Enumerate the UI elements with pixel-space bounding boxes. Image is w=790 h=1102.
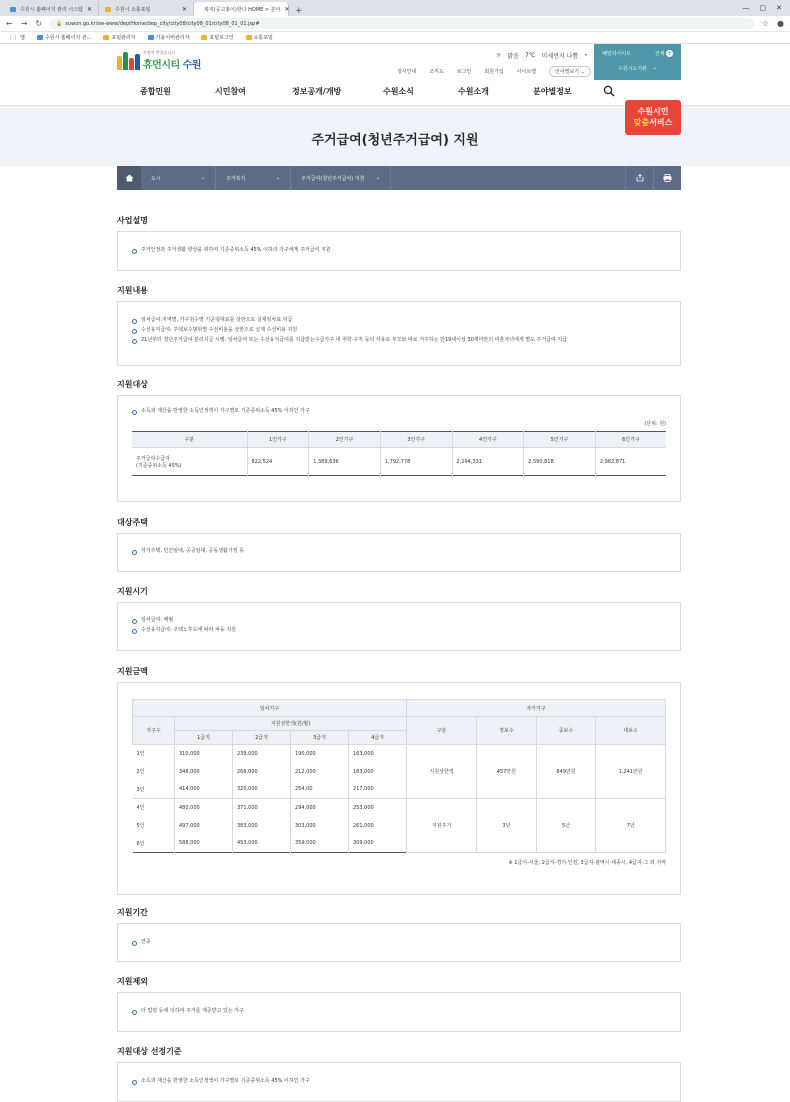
sun-icon: ☼ xyxy=(496,52,501,59)
close-icon[interactable]: ✕ xyxy=(182,6,187,13)
location-dropdown-1[interactable]: 도시 ⌄ xyxy=(141,166,216,190)
bookmark-label: 가용서버관리자 xyxy=(156,34,190,41)
tab-title: 복지(공고홍이)한다 HOME > 분야 xyxy=(204,6,280,13)
util-signup[interactable]: 회원가입 xyxy=(484,68,503,75)
site-logo[interactable] xyxy=(117,50,201,71)
page-title: 주거급여(청년주거급여) 지원 xyxy=(311,129,478,148)
bookmark-item[interactable] xyxy=(246,34,273,41)
home-icon[interactable] xyxy=(117,166,141,190)
main-nav xyxy=(0,80,790,106)
forward-icon[interactable]: → xyxy=(21,19,28,28)
util-org-chart[interactable]: 조직도 xyxy=(429,68,444,75)
table-header: 중보수 xyxy=(536,717,596,745)
back-icon[interactable]: ← xyxy=(6,19,13,28)
table-header: 경보수 xyxy=(477,717,537,745)
table-row: 4인 480,000 371,000 294,000 253,000 지원주기 3년 5년 7년 xyxy=(133,799,666,817)
minimize-icon[interactable]: — xyxy=(743,4,750,12)
nav-open-info[interactable]: 정보공개/개방 xyxy=(292,86,341,97)
util-sitemap[interactable]: 사이트맵 xyxy=(517,68,536,75)
section-title: 지원금액 xyxy=(117,666,681,677)
table-header: 5인가구 xyxy=(524,432,596,448)
family-site-label: 패밀리사이트 xyxy=(602,50,631,57)
bookmark-item[interactable] xyxy=(37,34,92,41)
section-target xyxy=(117,379,681,502)
site-header xyxy=(0,44,790,80)
window-controls xyxy=(735,4,790,16)
dust-status: 미세먼지 나쁨 xyxy=(542,51,579,60)
util-building-guide[interactable]: 청사안내 xyxy=(397,68,416,75)
chevron-down-icon: ⌄ xyxy=(276,175,280,181)
share-icon[interactable] xyxy=(625,166,653,190)
close-icon[interactable]: ✕ xyxy=(284,6,289,13)
table-header: 4급지 xyxy=(349,731,407,745)
reload-icon[interactable]: ↻ xyxy=(35,19,42,28)
family-site-panel xyxy=(594,44,681,80)
section-title: 사업설명 xyxy=(117,215,681,226)
table-header: 3급지 xyxy=(291,731,349,745)
list-item: 21년부터 청년주거급여 분리지급 시행: 임차급여 또는 수선유지급여를 지급받는수급가구 내 취학·구직 등의 사유로 부모와 따로 거주하는 만19세이상 30세미만의 미혼자녀에게 별도 주거급여 지급 xyxy=(132,335,666,345)
section-title: 지원내용 xyxy=(117,285,681,296)
weather-widget xyxy=(496,51,588,60)
section-period xyxy=(117,907,681,962)
table-header: 대보수 xyxy=(596,717,666,745)
browser-tab[interactable] xyxy=(4,2,99,16)
section-exclusion xyxy=(117,976,681,1032)
list-item: 임차급여:지역별, 가구원수별 기준임대료를 상한으로 실제임차료 지급 xyxy=(132,315,666,325)
unit-label: (단위: 원) xyxy=(132,420,666,427)
address-input[interactable] xyxy=(50,18,754,29)
amount-table xyxy=(132,699,666,853)
table-header: 구분 xyxy=(132,432,247,448)
section-title: 대상주택 xyxy=(117,517,681,528)
nav-news[interactable]: 수원소식 xyxy=(383,86,414,97)
bookmark-label: 포털로그인 xyxy=(209,34,233,41)
lock-icon: 🔒 xyxy=(56,21,62,27)
tab-title: 수원시 홈페이지 관리 시스템 xyxy=(20,6,83,13)
search-icon[interactable] xyxy=(603,85,615,97)
browser-tab[interactable] xyxy=(99,2,194,16)
section-support-content xyxy=(117,285,681,366)
bookmark-item[interactable] xyxy=(201,34,233,41)
logo-slogan: 사람이 반갑습니다 xyxy=(143,50,201,56)
favicon-icon xyxy=(10,7,16,12)
grade-note: ※ 1급지-서울, 2급지-경기·인천, 3급지-광역시·세종시, 4급지-그 외 지역 xyxy=(132,859,666,866)
star-icon[interactable]: ☆ xyxy=(762,19,769,28)
favicon-icon xyxy=(105,7,111,12)
favicon-icon xyxy=(37,35,43,40)
income-table xyxy=(132,431,666,476)
profile-icon[interactable]: ● xyxy=(777,19,784,28)
plus-icon: + xyxy=(666,50,673,57)
nav-civil-service[interactable]: 종합민원 xyxy=(140,86,171,97)
bookmark-item[interactable] xyxy=(148,34,190,41)
table-row: 주거급여수급자 (기준중위소득 45%) 822,524 1,389,636 1,792,778 2,194,331 2,590,818 2,982,871 xyxy=(132,448,666,476)
table-header: 지원상한액(원/월) xyxy=(175,717,407,731)
bookmark-label: 소통포털 xyxy=(254,34,273,41)
logo-mark-icon xyxy=(117,52,140,70)
table-header: 1인가구 xyxy=(247,432,309,448)
close-icon[interactable]: ✕ xyxy=(87,6,92,13)
list-item: 임차급여: 매월 xyxy=(132,615,666,625)
table-header: 3인가구 xyxy=(380,432,452,448)
chevron-down-icon: ⌄ xyxy=(653,65,657,72)
section-title: 지원대상 선정기준 xyxy=(117,1046,681,1057)
chevron-down-icon: ⌄ xyxy=(201,175,205,181)
list-item: 수선유지급여: 주택노후도에 따라 차등 지원 xyxy=(132,625,666,635)
bookmark-label: 수원시 홈페이지 관... xyxy=(45,34,92,41)
section-title: 지원시기 xyxy=(117,586,681,597)
table-header: 가구수 xyxy=(133,717,175,745)
family-all-button[interactable]: 전체 + xyxy=(655,50,673,57)
list-item: 타 법령 등에 의하여 주거를 제공받고 있는 가구 xyxy=(132,1006,666,1016)
location-bar xyxy=(117,166,681,190)
section-amount xyxy=(117,666,681,895)
weather-status: 맑음 xyxy=(507,51,519,60)
bookmark-label: 포털관리자 xyxy=(111,34,135,41)
list-item: 소득과 재산을 반영한 소득인정액이 가구별로 기준중위소득 45% 이하인 가구 xyxy=(132,406,666,416)
tab-title: 수원시 소통포털 xyxy=(115,6,178,13)
apps-icon: ⋮⋮ xyxy=(8,35,18,41)
util-login[interactable]: 로그인 xyxy=(457,68,472,75)
section-business xyxy=(117,215,681,271)
section-criteria xyxy=(117,1046,681,1102)
location-dropdown-3[interactable]: 주거급여(청년주거급여) 지원 ⌄ xyxy=(291,166,391,190)
table-header: 2급지 xyxy=(233,731,291,745)
table-header: 6인가구 xyxy=(595,432,666,448)
section-title: 지원기간 xyxy=(117,907,681,918)
browser-tab-active[interactable] xyxy=(194,2,289,16)
nav-participation[interactable]: 시민참여 xyxy=(215,86,246,97)
family-site-select[interactable]: 수원시도서관 ⌄ xyxy=(602,65,673,72)
table-row: 6인 588,000 453,000 359,000 309,000 xyxy=(133,835,666,853)
table-row: 1인 310,000 239,000 190,000 163,000 지원상한액 457만원 849만원 1,241만원 xyxy=(133,745,666,763)
utility-menu xyxy=(397,66,591,77)
logo-name: 휴먼시티 수원 xyxy=(143,56,201,71)
section-title: 지원대상 xyxy=(117,379,681,390)
folder-icon xyxy=(103,35,109,40)
table-header-rent: 임차가구 xyxy=(133,700,407,717)
folder-icon xyxy=(246,35,252,40)
bookmarks-bar xyxy=(0,32,790,44)
table-row: 2인 348,000 268,000 212,000 183,000 xyxy=(133,763,666,781)
section-housing xyxy=(117,517,681,572)
table-header: 구분 xyxy=(407,717,477,745)
table-row: 5인 497,000 383,000 303,000 261,000 xyxy=(133,817,666,835)
url-text: suwon.go.kr/sw-www/deptHome/dep_city/city08/city08_01/city08_01_01.jsp# xyxy=(65,21,259,27)
civil-line1: 수원시민 xyxy=(625,106,681,117)
list-item: 자가주택, 민간임대, 공공임대, 공동생활가정 등 xyxy=(132,546,666,556)
chevron-down-icon: ⌄ xyxy=(376,175,380,181)
table-header: 2인가구 xyxy=(309,432,381,448)
alert-dot-icon: • xyxy=(584,52,588,59)
list-item: 주거안정과 주거생활 향상을 위하여 기준중위소득 45% 이하의 가구에게 주거급여 지원 xyxy=(132,245,666,255)
civil-custom-service-badge[interactable]: 수원시민 맞춤서비스 xyxy=(625,100,681,135)
folder-icon xyxy=(201,35,207,40)
section-title: 지원제외 xyxy=(117,976,681,987)
chevron-down-icon: ⌄ xyxy=(581,69,585,75)
table-header-own: 자가가구 xyxy=(407,700,666,717)
close-window-icon[interactable]: ✕ xyxy=(776,4,782,12)
print-icon[interactable] xyxy=(653,166,681,190)
address-bar-row xyxy=(0,16,790,32)
list-item: 소득과 재산을 반영한 소득인정액이 가구별로 기준중위소득 45% 이하인 가구 xyxy=(132,1076,666,1086)
table-row: 3인 414,000 320,000 254,00 217,000 xyxy=(133,781,666,799)
nav-field-info[interactable]: 분야별정보 xyxy=(533,86,572,97)
location-dropdown-2[interactable]: 주거복지 ⌄ xyxy=(216,166,291,190)
maximize-icon[interactable]: ▢ xyxy=(760,4,767,12)
list-item: 연중 xyxy=(132,937,666,947)
favicon-icon xyxy=(148,35,154,40)
nav-about[interactable]: 수원소개 xyxy=(458,86,489,97)
table-header: 4인가구 xyxy=(452,432,524,448)
new-tab-icon[interactable]: + xyxy=(289,6,309,16)
bookmark-item[interactable] xyxy=(103,34,135,41)
bookmark-label: 앱 xyxy=(20,34,25,41)
browser-tab-strip xyxy=(0,0,790,16)
list-item: 수선유지급여: 주택보수범위별 수선비용을 상한으로 실제 수선비용 지원 xyxy=(132,325,666,335)
section-timing xyxy=(117,586,681,651)
bookmark-apps[interactable] xyxy=(8,34,25,41)
language-select[interactable]: 언어별보기 ⌄ xyxy=(549,66,591,77)
temperature: 7℃ xyxy=(525,52,536,59)
table-header: 1급지 xyxy=(175,731,233,745)
